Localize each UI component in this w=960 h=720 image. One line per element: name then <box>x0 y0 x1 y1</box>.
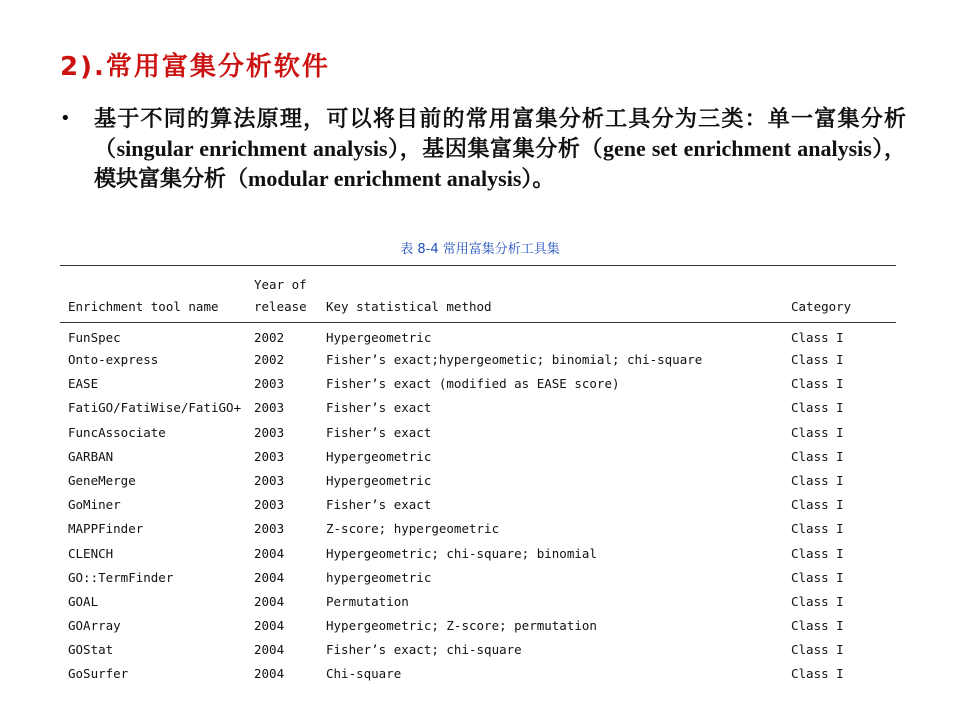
table-row <box>60 445 896 469</box>
table-row <box>60 517 896 541</box>
cell-method: Fisher’s exact;hypergeometic; binomial; chi-square <box>326 352 703 367</box>
cell-tool: MAPPFinder <box>68 521 144 537</box>
table-row <box>60 421 896 445</box>
cell-method: Fisher’s exact <box>326 424 432 440</box>
cell-method: Hypergeometric <box>326 472 432 488</box>
cell-tool: EASE <box>68 376 99 392</box>
cell-year: 2004 <box>254 545 285 561</box>
cell-category: Class I <box>791 521 844 537</box>
cell-tool: GOStat <box>68 642 114 658</box>
cell-year: 2003 <box>254 376 285 392</box>
table-row <box>60 372 896 396</box>
header-method: Key statistical method <box>326 299 492 314</box>
cell-category: Class I <box>791 376 844 392</box>
enrichment-tools-table <box>60 265 896 687</box>
cell-tool: GARBAN <box>68 448 114 464</box>
cell-category: Class I <box>791 472 844 488</box>
cell-year: 2003 <box>254 521 285 537</box>
table-row <box>60 590 896 614</box>
cell-year: 2004 <box>254 569 285 585</box>
table-row <box>60 542 896 566</box>
cell-category: Class I <box>791 400 844 416</box>
bullet-text: 基于不同的算法原理，可以将目前的常用富集分析工具分为三类：单一富集分析（singular enrichment analysis），基因集富集分析（gene set enrichment analysis），模块富集分析（modular enrichment analysis）。 <box>94 106 906 191</box>
table-row <box>60 638 896 662</box>
cell-tool: GO::TermFinder <box>68 569 174 585</box>
cell-tool: GOAL <box>68 593 99 609</box>
table-row <box>60 614 896 638</box>
cell-tool: GOArray <box>68 618 121 634</box>
cell-method: Permutation <box>326 593 409 609</box>
bullet-icon: • <box>60 108 71 129</box>
cell-method: Fisher’s exact (modified as EASE score) <box>326 376 620 392</box>
cell-tool: FunSpec <box>68 330 121 345</box>
header-tool: Enrichment tool name <box>68 299 219 314</box>
cell-tool: GoSurfer <box>68 666 129 682</box>
cell-method: Hypergeometric; Z-score; permutation <box>326 618 597 634</box>
cell-method: Chi-square <box>326 666 402 682</box>
cell-category: Class I <box>791 448 844 464</box>
cell-method: hypergeometric <box>326 569 432 585</box>
table-row <box>60 493 896 517</box>
cell-method: Fisher’s exact; chi-square <box>326 642 522 658</box>
cell-year: 2004 <box>254 642 285 658</box>
table-caption: 表 8-4 常用富集分析工具集 <box>400 242 560 257</box>
cell-year: 2002 <box>254 330 285 345</box>
cell-category: Class I <box>791 424 844 440</box>
cell-method: Hypergeometric <box>326 330 432 345</box>
cell-year: 2002 <box>254 352 285 367</box>
table-row <box>60 396 896 420</box>
cell-year: 2003 <box>254 472 285 488</box>
cell-tool: GoMiner <box>68 497 121 513</box>
cell-year: 2003 <box>254 400 285 416</box>
cell-tool: FatiGO/FatiWise/FatiGO+ <box>68 400 242 416</box>
cell-tool: Onto-express <box>68 352 159 367</box>
cell-tool: CLENCH <box>68 545 114 561</box>
header-year: Year of release <box>254 277 307 314</box>
table-row <box>60 348 896 372</box>
table-row <box>60 566 896 590</box>
table-row <box>60 662 896 686</box>
table-row <box>60 469 896 493</box>
cell-method: Fisher’s exact <box>326 400 432 416</box>
cell-category: Class I <box>791 642 844 658</box>
table-body <box>60 323 896 687</box>
cell-category: Class I <box>791 618 844 634</box>
table-row <box>60 327 896 348</box>
cell-method: Hypergeometric; chi-square; binomial <box>326 545 597 561</box>
cell-year: 2004 <box>254 666 285 682</box>
cell-category: Class I <box>791 545 844 561</box>
cell-year: 2004 <box>254 618 285 634</box>
cell-method: Hypergeometric <box>326 448 432 464</box>
cell-year: 2003 <box>254 424 285 440</box>
cell-tool: FuncAssociate <box>68 424 166 440</box>
cell-year: 2003 <box>254 448 285 464</box>
cell-category: Class I <box>791 569 844 585</box>
cell-category: Class I <box>791 330 844 345</box>
cell-method: Z-score; hypergeometric <box>326 521 500 537</box>
header-category: Category <box>791 299 852 314</box>
cell-category: Class I <box>791 497 844 513</box>
cell-year: 2003 <box>254 497 285 513</box>
cell-category: Class I <box>791 352 844 367</box>
cell-year: 2004 <box>254 593 285 609</box>
table-header <box>60 266 896 322</box>
bullet-point <box>60 104 906 194</box>
cell-category: Class I <box>791 666 844 682</box>
cell-tool: GeneMerge <box>68 472 136 488</box>
cell-method: Fisher’s exact <box>326 497 432 513</box>
slide-title: 2).常用富集分析软件 <box>60 52 330 82</box>
cell-category: Class I <box>791 593 844 609</box>
